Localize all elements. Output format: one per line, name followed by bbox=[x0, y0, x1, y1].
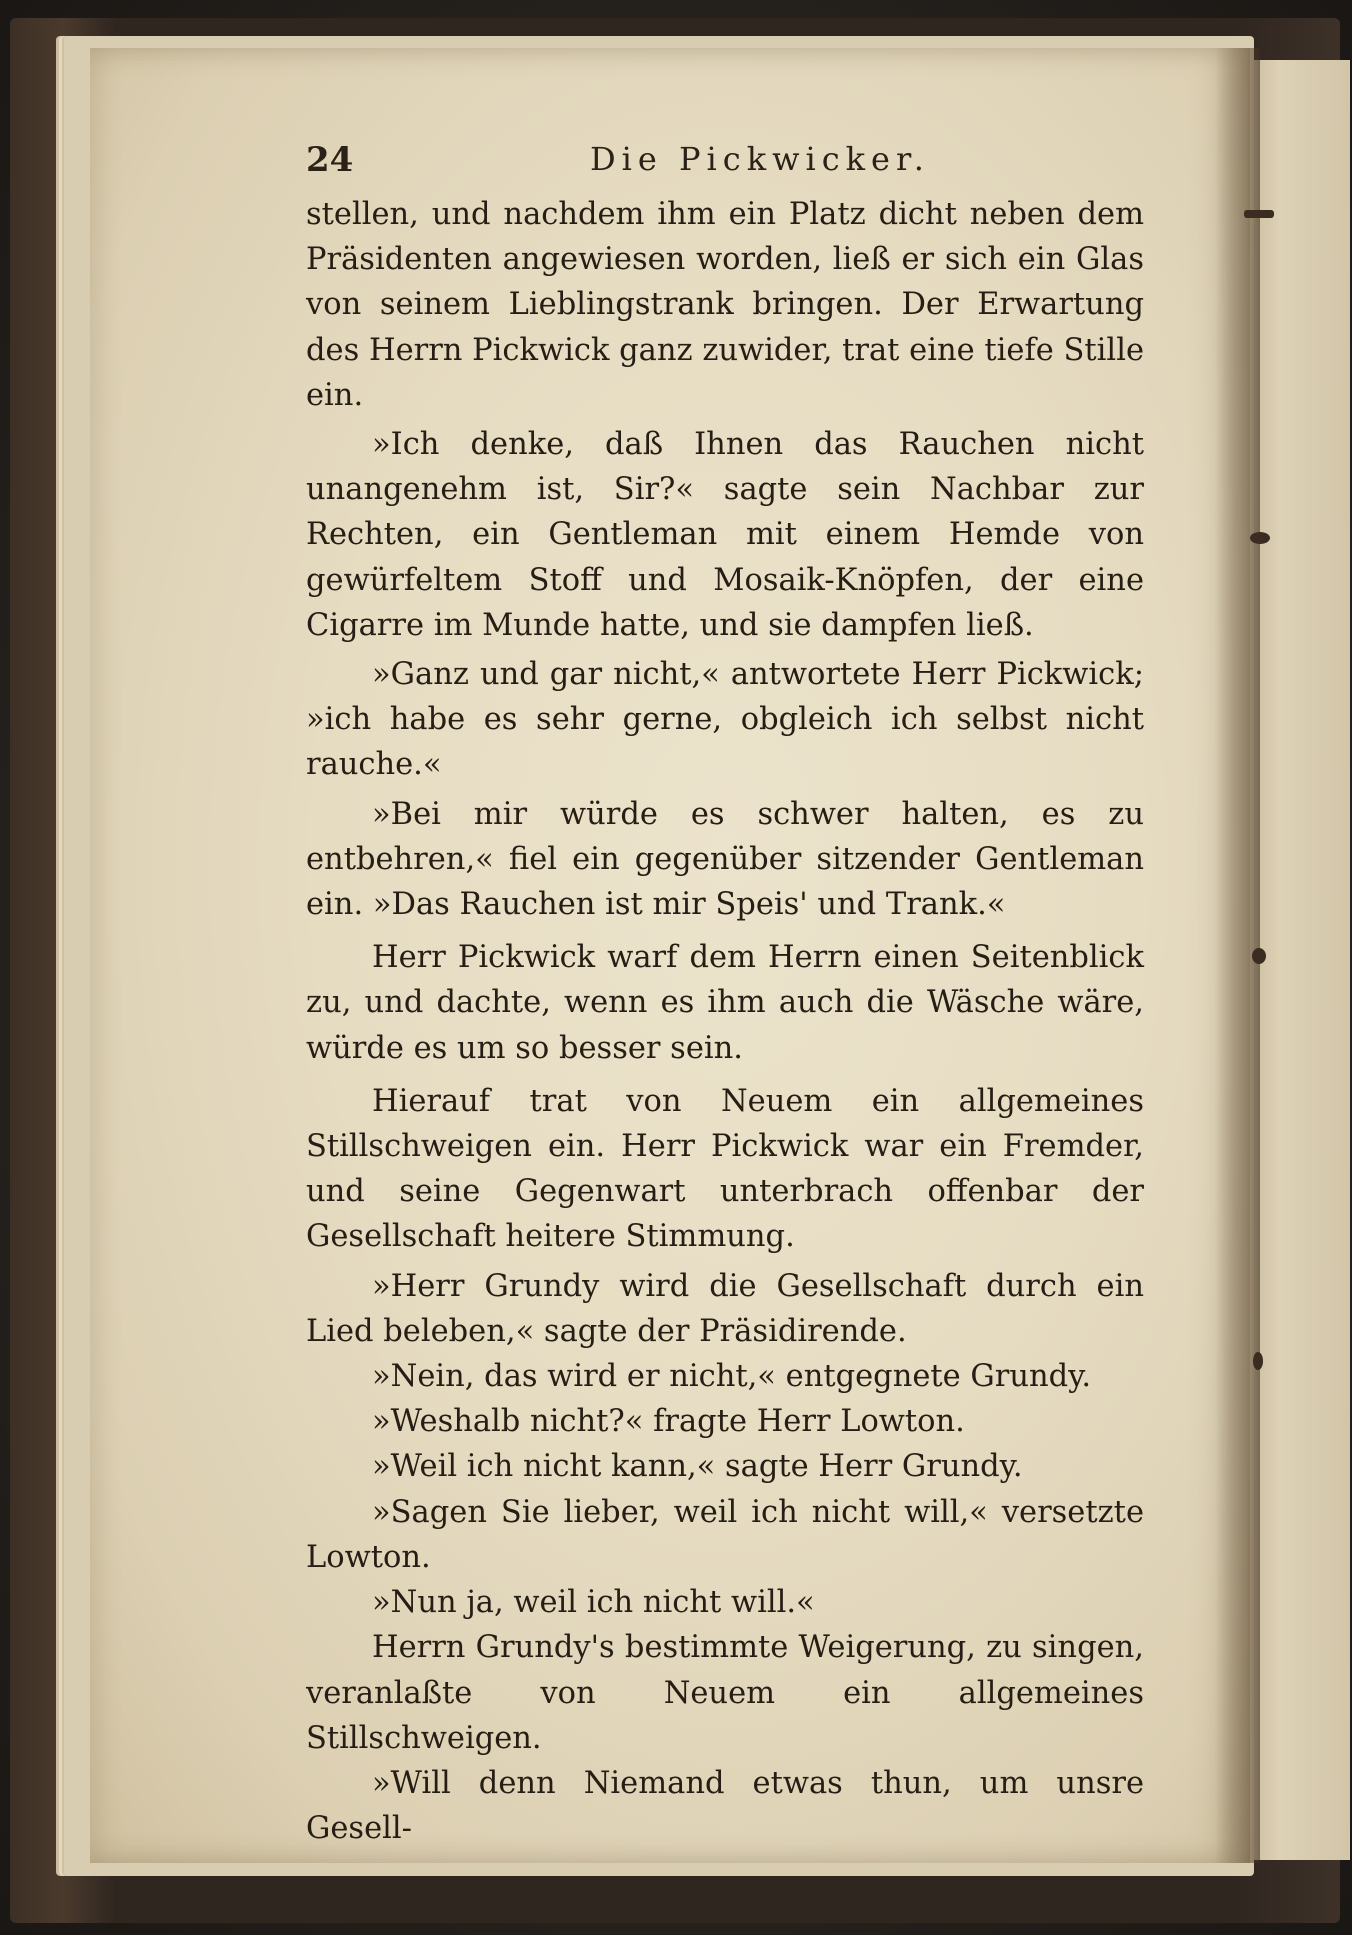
paragraph: »Nun ja, weil ich nicht will.« bbox=[372, 1585, 815, 1621]
body-text bbox=[306, 192, 1144, 1851]
paragraph: Herrn Grundy's bestimmte Weigerung, zu singen, veranlaßte von Neuem ein allgemeines Stillschweigen. bbox=[306, 1630, 1144, 1756]
running-head: Die Pickwicker. bbox=[590, 140, 930, 178]
paragraph: »Nein, das wird er nicht,« entgegnete Grundy. bbox=[372, 1359, 1092, 1395]
paragraph: »Bei mir würde es schwer halten, es zu entbehren,« fiel ein gegenüber sitzender Gentleman ein. »Das Rauchen ist mir Speis' und Trank.« bbox=[306, 796, 1144, 923]
paragraph: »Will denn Niemand etwas thun, um unsre Gesell- bbox=[306, 1765, 1144, 1847]
paragraph: »Sagen Sie lieber, weil ich nicht will,« versetzte Lowton. bbox=[306, 1494, 1144, 1575]
binding-mark bbox=[1244, 210, 1274, 218]
binding-mark bbox=[1253, 1352, 1263, 1370]
paragraph: »Weil ich nicht kann,« sagte Herr Grundy. bbox=[372, 1449, 1023, 1485]
binding-mark bbox=[1252, 948, 1266, 964]
page-number: 24 bbox=[306, 140, 354, 180]
paragraph: stellen, und nachdem ihm ein Platz dicht neben dem Präsidenten angewiesen worden, ließ er sich ein Glas von seinem Lieblingstrank bringen. Der Erwartung des Herrn Pickwick ganz zuwider, trat eine tiefe Stille ein. bbox=[306, 197, 1144, 413]
paragraph: »Weshalb nicht?« fragte Herr Lowton. bbox=[372, 1404, 965, 1440]
paragraph: »Herr Grundy wird die Gesellschaft durch ein Lied beleben,« sagte der Präsidirende. bbox=[306, 1268, 1144, 1349]
paragraph: Herr Pickwick warf dem Herrn einen Seitenblick zu, und dachte, wenn es ihm auch die Wäsche wäre, würde es um so besser sein. bbox=[306, 940, 1144, 1066]
paragraph: Hierauf trat von Neuem ein allgemeines Stillschweigen ein. Herr Pickwick war ein Fremder, und seine Gegenwart unterbrach offenbar der Gesellschaft heitere Stimmung. bbox=[306, 1083, 1144, 1255]
paragraph: »Ich denke, daß Ihnen das Rauchen nicht unangenehm ist, Sir?« sagte sein Nachbar zur Rechten, ein Gentleman mit einem Hemde von gewürfeltem Stoff und Mosaik-Knöpfen, der eine Cigarre im Munde hatte, und sie dampfen ließ. bbox=[306, 427, 1144, 643]
paragraph: »Ganz und gar nicht,« antwortete Herr Pickwick; »ich habe es sehr gerne, obgleich ich selbst nicht rauche.« bbox=[306, 657, 1144, 783]
binding-mark bbox=[1250, 532, 1270, 544]
